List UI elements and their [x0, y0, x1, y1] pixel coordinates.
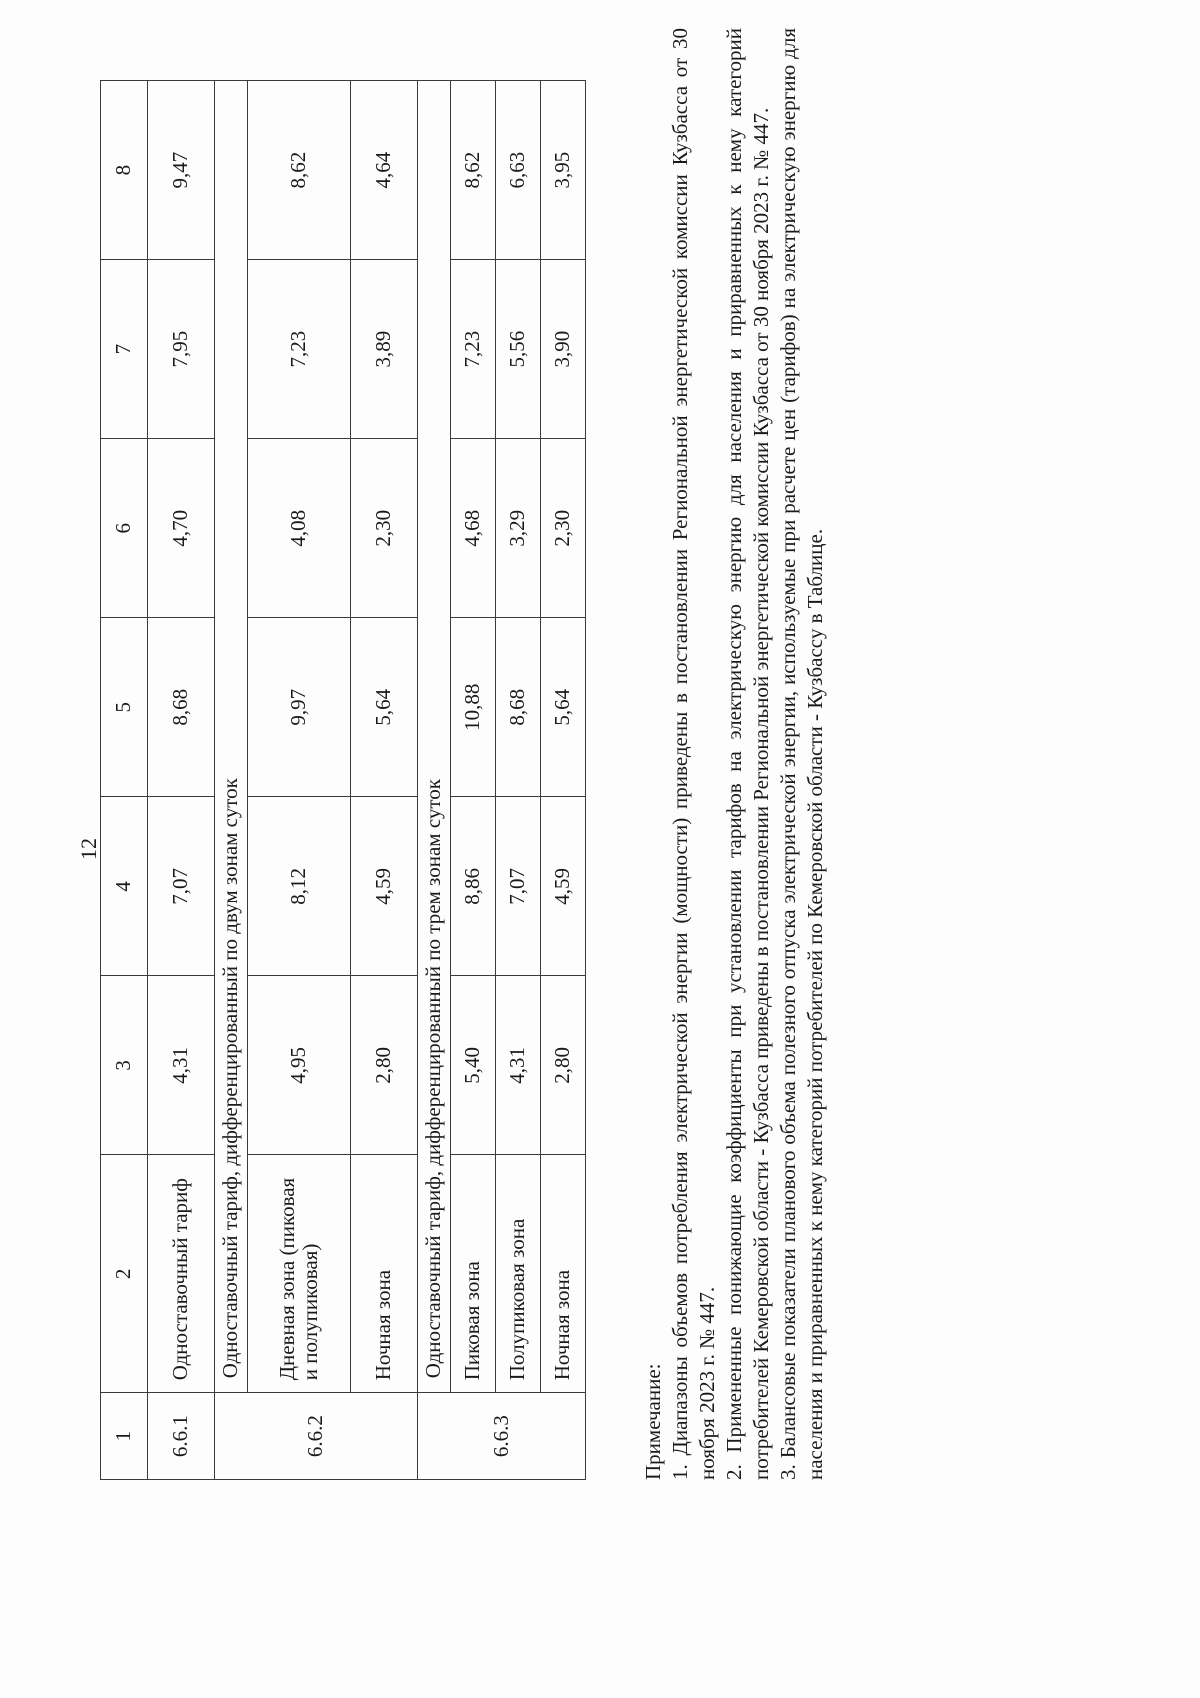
value-cell: 5,56 [496, 260, 541, 439]
value-cell: 2,80 [351, 976, 418, 1155]
section-row [418, 81, 451, 1480]
section-title: Одноставочный тариф, дифференцированный по трем зонам суток [418, 81, 451, 1393]
value-cell: 4,68 [451, 439, 496, 618]
value-cell: 8,86 [451, 797, 496, 976]
row-name: Дневная зона (пиковая и полупиковая) [248, 1155, 351, 1393]
header-cell: 6 [101, 439, 148, 618]
value-cell: 8,68 [148, 618, 215, 797]
note-item: 3. Балансовые показатели планового объема полезного отпуска электрической энергии, используемые при расчете цен (тарифов) на электрическую энергию для населения и приравненных к нему категорий потребителей по Кемеровской области - Кузбассу в Таблице. [776, 28, 827, 1480]
value-cell: 2,80 [541, 976, 586, 1155]
value-cell: 3,95 [541, 81, 586, 260]
value-cell: 8,68 [496, 618, 541, 797]
value-cell: 7,07 [496, 797, 541, 976]
value-cell: 2,30 [351, 439, 418, 618]
table-row [248, 81, 351, 1480]
header-cell: 8 [101, 81, 148, 260]
value-cell: 2,30 [541, 439, 586, 618]
value-cell: 4,59 [351, 797, 418, 976]
value-cell: 5,40 [451, 976, 496, 1155]
section-row [215, 81, 248, 1480]
header-cell: 4 [101, 797, 148, 976]
value-cell: 6,63 [496, 81, 541, 260]
value-cell: 5,64 [541, 618, 586, 797]
row-name: Ночная зона [351, 1155, 418, 1393]
table-row [496, 81, 541, 1480]
value-cell: 4,31 [496, 976, 541, 1155]
header-cell: 7 [101, 260, 148, 439]
row-name: Ночная зона [541, 1155, 586, 1393]
value-cell: 10,88 [451, 618, 496, 797]
value-cell: 5,64 [351, 618, 418, 797]
header-cell: 5 [101, 618, 148, 797]
value-cell: 3,90 [541, 260, 586, 439]
value-cell: 4,70 [148, 439, 215, 618]
header-cell: 3 [101, 976, 148, 1155]
header-cell: 2 [101, 1155, 148, 1393]
row-code: 6.6.1 [148, 1393, 215, 1480]
value-cell: 7,23 [451, 260, 496, 439]
value-cell: 9,47 [148, 81, 215, 260]
page-number: 12 [76, 838, 101, 860]
value-cell: 4,31 [148, 976, 215, 1155]
value-cell: 4,95 [248, 976, 351, 1155]
value-cell: 3,29 [496, 439, 541, 618]
note-item: 1. Диапазоны объемов потребления электрической энергии (мощности) приведены в постановлении Региональной энергетической комиссии Кузбасса от 30 ноября 2023 г. № 447. [668, 28, 719, 1480]
row-name: Полупиковая зона [496, 1155, 541, 1393]
table-row [541, 81, 586, 1480]
value-cell: 4,64 [351, 81, 418, 260]
section-title: Одноставочный тариф, дифференцированный по двум зонам суток [215, 81, 248, 1393]
value-cell: 4,59 [541, 797, 586, 976]
table-row [451, 81, 496, 1480]
table-row [351, 81, 418, 1480]
value-cell: 8,62 [451, 81, 496, 260]
table-row [148, 81, 215, 1480]
row-code: 6.6.2 [215, 1393, 418, 1480]
value-cell: 8,62 [248, 81, 351, 260]
table-header-row [101, 81, 148, 1480]
notes-heading: Примечание: [641, 1363, 665, 1480]
notes-block [640, 28, 829, 1480]
row-name: Одноставочный тариф [148, 1155, 215, 1393]
header-cell: 1 [101, 1393, 148, 1480]
value-cell: 7,23 [248, 260, 351, 439]
value-cell: 4,08 [248, 439, 351, 618]
row-code: 6.6.3 [418, 1393, 586, 1480]
value-cell: 8,12 [248, 797, 351, 976]
note-item: 2. Примененные понижающие коэффициенты при установлении тарифов на электрическую энергию для населения и приравненных к нему категорий потребителей Кемеровской области - Кузбасса приведены в постановлении Региональной энергетической комиссии Кузбасса от 30 ноября 2023 г. № 447. [722, 28, 773, 1480]
value-cell: 3,89 [351, 260, 418, 439]
value-cell: 7,95 [148, 260, 215, 439]
tariff-table [100, 80, 586, 1480]
value-cell: 7,07 [148, 797, 215, 976]
row-name: Пиковая зона [451, 1155, 496, 1393]
value-cell: 9,97 [248, 618, 351, 797]
